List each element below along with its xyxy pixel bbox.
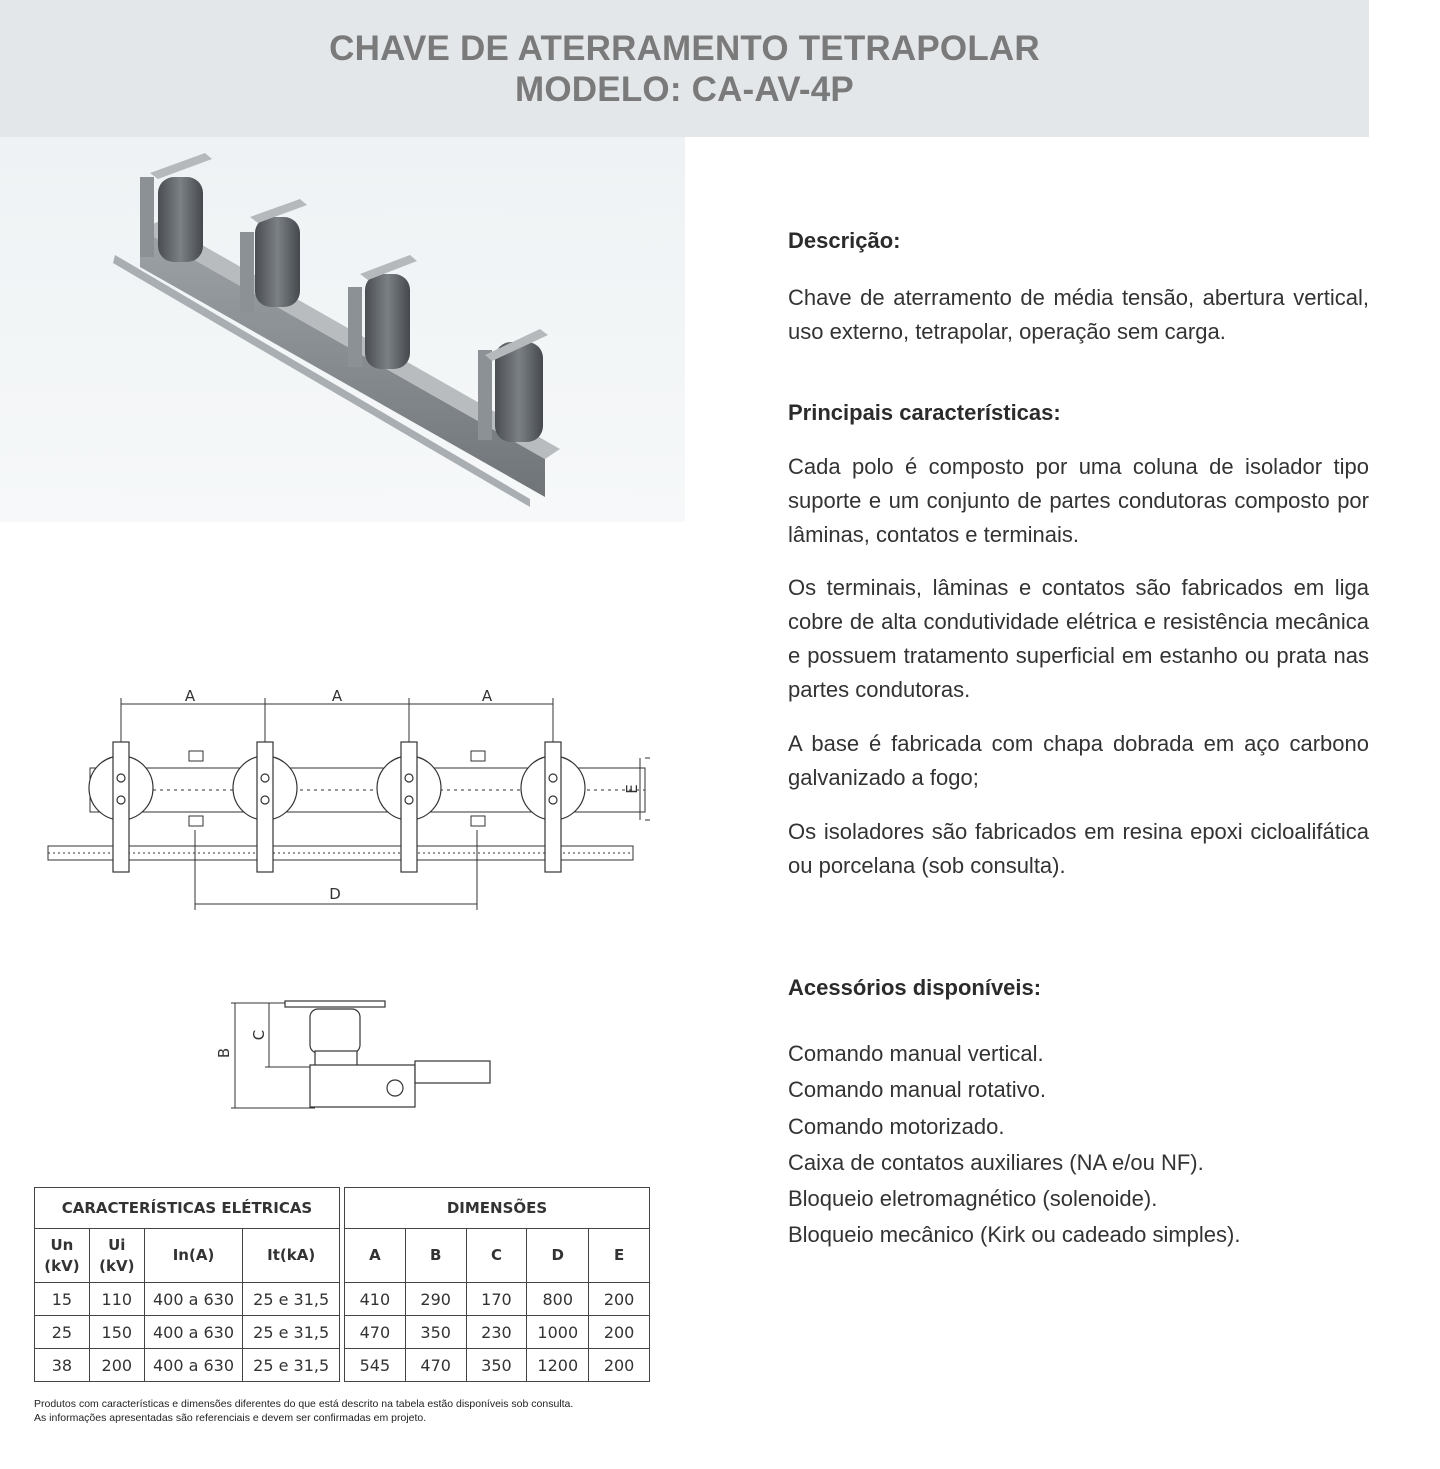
switch-render-illustration	[0, 137, 685, 522]
header-in: In(A)	[144, 1229, 243, 1283]
footnote	[34, 1398, 573, 1425]
table-row	[35, 1349, 340, 1382]
cell-ui: 110	[89, 1283, 144, 1316]
dim-d-label: D	[329, 885, 341, 903]
header-ui: Ui (kV)	[89, 1229, 144, 1283]
cell-d: 1000	[527, 1316, 589, 1349]
list-item: Comando motorizado.	[788, 1113, 1005, 1139]
description-heading: Descrição:	[788, 228, 901, 253]
dimensions-table	[344, 1187, 650, 1382]
table-row	[345, 1349, 650, 1382]
header-d: D	[527, 1229, 589, 1283]
electrical-characteristics-table	[34, 1187, 340, 1382]
pole-4	[478, 329, 548, 442]
features-heading: Principais características:	[788, 400, 1061, 425]
front-pole-3	[377, 742, 441, 872]
cell-in: 400 a 630	[144, 1349, 243, 1382]
footnote-line-1: Produtos com características e dimensões diferentes do que está descrito na tabela estão disponíveis sob consulta.	[34, 1398, 574, 1410]
dim-e-label: E	[623, 784, 641, 794]
front-pole-4	[521, 742, 585, 872]
cell-in: 400 a 630	[144, 1316, 243, 1349]
pole-3	[348, 255, 417, 369]
feature-paragraph-3: A base é fabricada com chapa dobrada em aço carbono galvanizado a fogo;	[788, 731, 1369, 790]
cell-b: 350	[405, 1316, 466, 1349]
header-un: Un (kV)	[35, 1229, 90, 1283]
front-pole-2	[233, 742, 297, 872]
list-item: Comando manual vertical.	[788, 1041, 1044, 1066]
cell-un: 38	[35, 1349, 90, 1382]
cell-d: 1200	[527, 1349, 589, 1382]
header-it: It(kA)	[243, 1229, 340, 1283]
feature-paragraph-2: Os terminais, lâminas e contatos são fabricados em liga cobre de alta condutividade elétrica e resistência mecânica e possuem tratamento superficial em estanho ou prata nas partes condutoras.	[788, 575, 1369, 702]
table-row	[35, 1316, 340, 1349]
header-c: C	[466, 1229, 527, 1283]
cell-un: 15	[35, 1283, 90, 1316]
dimensions-table-caption: DIMENSÕES	[345, 1188, 650, 1229]
feature-paragraph-1: Cada polo é composto por uma coluna de isolador tipo suporte e um conjunto de partes condutoras composto por lâminas, contatos e terminais.	[788, 454, 1369, 547]
accessories-heading: Acessórios disponíveis:	[788, 975, 1042, 1000]
pole-1	[140, 153, 212, 262]
dim-b-label: B	[215, 1047, 233, 1059]
cell-e: 200	[589, 1283, 650, 1316]
list-item: Bloqueio eletromagnético (solenoide).	[788, 1186, 1158, 1212]
cell-a: 470	[345, 1316, 406, 1349]
cell-c: 350	[466, 1349, 527, 1382]
cell-it: 25 e 31,5	[243, 1316, 340, 1349]
title-banner	[0, 0, 1369, 137]
cell-ui: 200	[89, 1349, 144, 1382]
pole-2	[240, 199, 307, 312]
cell-e: 200	[589, 1349, 650, 1382]
cell-it: 25 e 31,5	[243, 1349, 340, 1382]
dim-a-label-2: A	[331, 687, 343, 705]
cell-b: 470	[405, 1349, 466, 1382]
table-row	[345, 1283, 650, 1316]
table-row	[35, 1283, 340, 1316]
header-b: B	[405, 1229, 466, 1283]
cell-a: 410	[345, 1283, 406, 1316]
list-item: Caixa de contatos auxiliares (NA e/ou NF).	[788, 1149, 1204, 1175]
cell-a: 545	[345, 1349, 406, 1382]
document-title: CHAVE DE ATERRAMENTO TETRAPOLAR	[329, 29, 1040, 68]
dim-a-label-1: A	[184, 687, 196, 705]
cell-c: 170	[466, 1283, 527, 1316]
description-text: Chave de aterramento de média tensão, abertura vertical, uso externo, tetrapolar, operação sem carga.	[788, 285, 1369, 344]
electrical-table-caption: CARACTERÍSTICAS ELÉTRICAS	[35, 1188, 340, 1229]
dim-a-label-3: A	[481, 687, 493, 705]
side-view-drawing	[205, 995, 505, 1120]
cell-un: 25	[35, 1316, 90, 1349]
table-row	[345, 1316, 650, 1349]
header-e: E	[589, 1229, 650, 1283]
cell-in: 400 a 630	[144, 1283, 243, 1316]
feature-paragraph-4: Os isoladores são fabricados em resina epoxi cicloalifática ou porcelana (sob consulta).	[788, 819, 1369, 878]
accessories-list	[788, 1036, 1240, 1254]
cell-it: 25 e 31,5	[243, 1283, 340, 1316]
dim-c-label: C	[250, 1029, 268, 1041]
product-photo	[0, 137, 685, 522]
cell-ui: 150	[89, 1316, 144, 1349]
header-a: A	[345, 1229, 406, 1283]
cell-d: 800	[527, 1283, 589, 1316]
cell-e: 200	[589, 1316, 650, 1349]
front-view-drawing	[40, 680, 660, 920]
list-item: Bloqueio mecânico (Kirk ou cadeado simples).	[788, 1222, 1241, 1248]
cell-c: 230	[466, 1316, 527, 1349]
list-item: Comando manual rotativo.	[788, 1077, 1047, 1103]
footnote-line-2: As informações apresentadas são referenciais e devem ser confirmadas em projeto.	[34, 1411, 427, 1424]
cell-b: 290	[405, 1283, 466, 1316]
model-subtitle: MODELO: CA-AV-4P	[515, 70, 854, 109]
